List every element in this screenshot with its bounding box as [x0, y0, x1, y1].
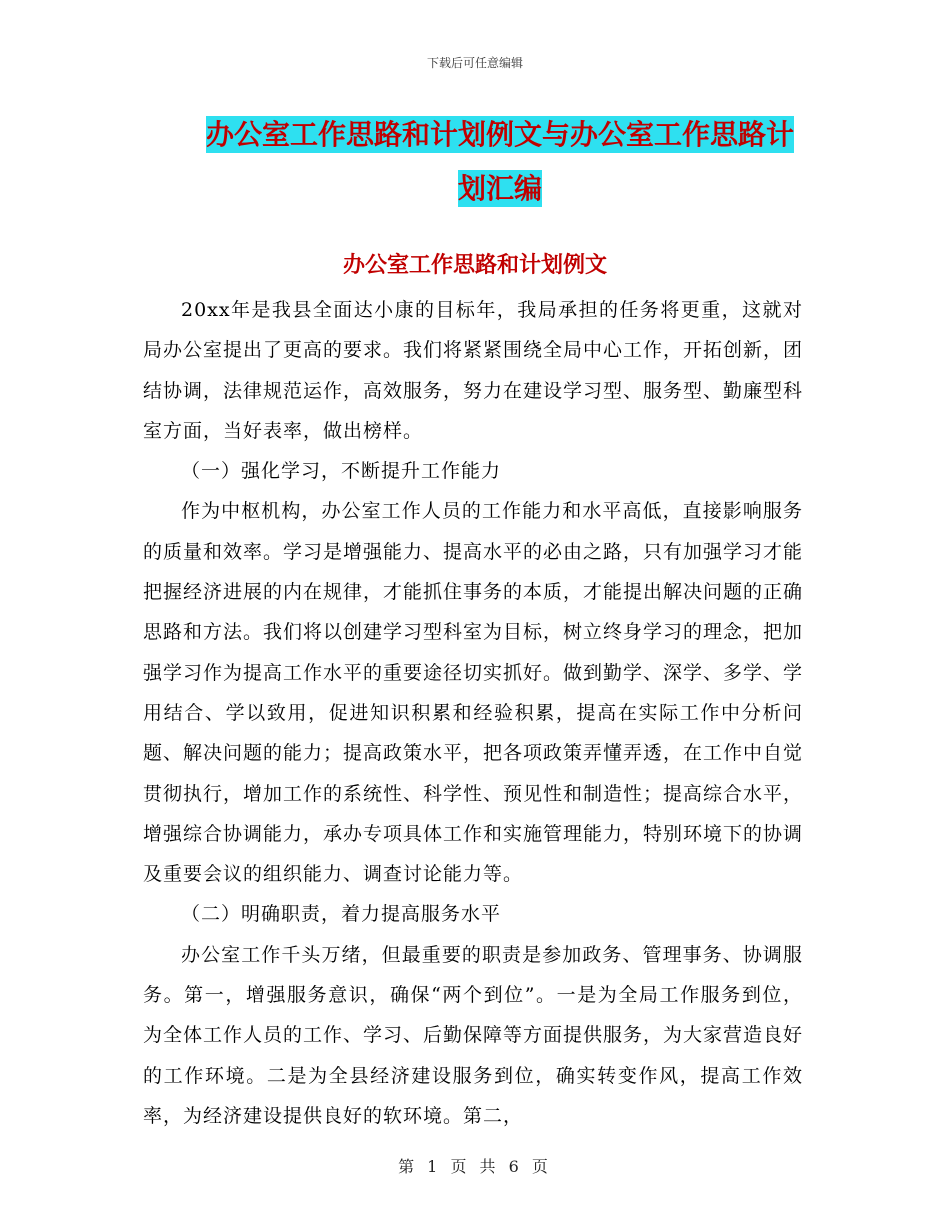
section-title: 办公室工作思路和计划例文 — [342, 253, 607, 278]
paragraph-study: 作为中枢机构，办公室工作人员的工作能力和水平高低，直接影响服务的质量和效率。学习是增强能力、提高水平的必由之路，只有加强学习才能把握经济进展的内在规律，才能抓住事务的本质，才能提出解决问题的正确思路和方法。我们将以创建学习型科室为目标，树立终身学习的理念，把加强学习作为提高工作水平的重要途径切实抓好。做到勤学、深学、多学、学用结合、学以致用，促进知识积累和经验积累，提高在实际工作中分析问题、解决问题的能力；提高政策水平，把各项政策弄懂弄透，在工作中自觉贯彻执行，增加工作的系统性、科学性、预见性和制造性；提高综合水平，增强综合协调能力，承办专项具体工作和实施管理能力，特别环境下的协调及重要会议的组织能力、调查讨论能力等。 — [143, 500, 804, 886]
document-title-text: 办公室工作思路和计划例文与办公室工作思路计划汇编 — [205, 118, 794, 205]
paragraph-intro: 20xx年是我县全面达小康的目标年，我局承担的任务将更重，这就对局办公室提出了更高的要求。我们将紧紧围绕全局中心工作，开拓创新，团结协调，法律规范运作，高效服务，努力在建设学习型、服务型、勤廉型科室方面，当好表率，做出榜样。 — [143, 299, 804, 442]
document-title — [195, 108, 805, 216]
subheading-study: （一）强化学习，不断提升工作能力 — [181, 460, 502, 483]
subheading-duties: （二）明确职责，着力提高服务水平 — [181, 903, 502, 926]
document-body — [143, 290, 803, 1136]
page-footer: 第 1 页 共 6 页 — [398, 1157, 552, 1176]
header-note: 下载后可任意编辑 — [426, 56, 523, 70]
paragraph-duties: 办公室工作千头万绪，但最重要的职责是参加政务、管理事务、协调服务。第一，增强服务意识，确保“两个到位”。一是为全局工作服务到位，为全体工作人员的工作、学习、后勤保障等方面提供服务，为大家营造良好的工作环境。二是为全县经济建设服务到位，确实转变作风，提高工作效率，为经济建设提供良好的软环境。第二， — [143, 943, 804, 1127]
